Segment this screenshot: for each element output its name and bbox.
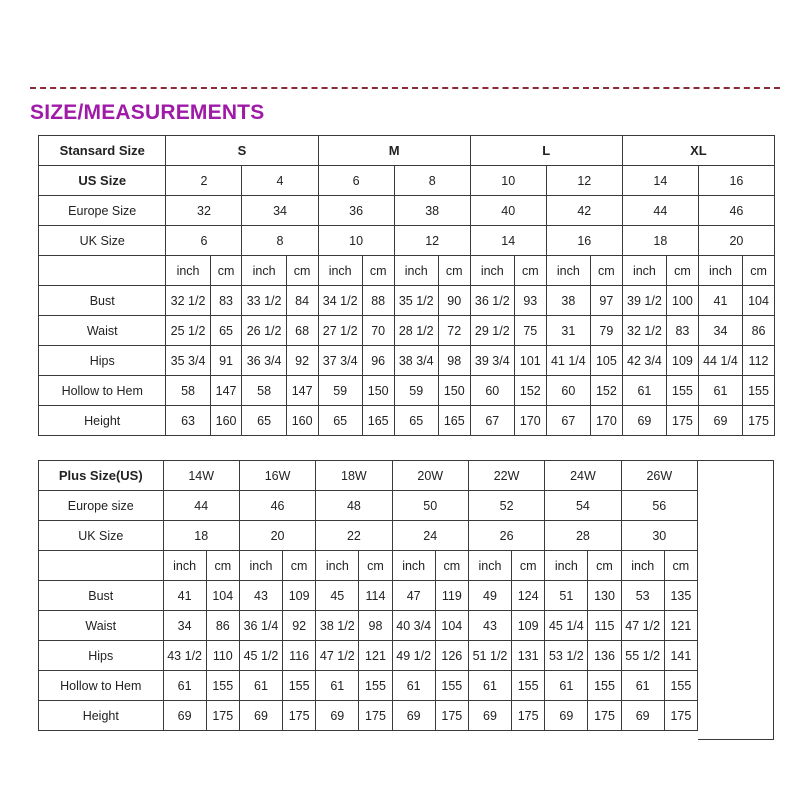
us-size-cell: 16 bbox=[698, 166, 774, 196]
unit-inch: inch bbox=[622, 256, 666, 286]
plus-us-size-cell: 20W bbox=[392, 461, 468, 491]
unit-inch: inch bbox=[163, 551, 206, 581]
measurement-value: 131 bbox=[512, 641, 545, 671]
measurement-value: 175 bbox=[667, 406, 699, 436]
measurement-value: 105 bbox=[590, 346, 622, 376]
measurement-value: 61 bbox=[316, 671, 359, 701]
plus-chart-empty-column bbox=[698, 460, 774, 740]
measurement-value: 70 bbox=[362, 316, 394, 346]
measurement-value: 65 bbox=[210, 316, 242, 346]
plus-measurement-row-height bbox=[39, 701, 698, 731]
measurement-value: 175 bbox=[206, 701, 239, 731]
measurement-label: Height bbox=[39, 406, 166, 436]
measurement-value: 37 3/4 bbox=[318, 346, 362, 376]
uk-size-cell: 18 bbox=[622, 226, 698, 256]
plus-uk-size-cell: 28 bbox=[545, 521, 621, 551]
europe-size-label: Europe Size bbox=[39, 196, 166, 226]
measurement-value: 41 bbox=[698, 286, 742, 316]
measurement-value: 33 1/2 bbox=[242, 286, 286, 316]
measurement-value: 88 bbox=[362, 286, 394, 316]
measurement-value: 65 bbox=[318, 406, 362, 436]
unit-inch: inch bbox=[546, 256, 590, 286]
plus-us-size-cell: 18W bbox=[316, 461, 392, 491]
plus-europe-size-label: Europe size bbox=[39, 491, 164, 521]
measurement-value: 175 bbox=[435, 701, 468, 731]
measurement-value: 170 bbox=[514, 406, 546, 436]
size-group-m: M bbox=[318, 136, 470, 166]
us-size-cell: 4 bbox=[242, 166, 318, 196]
europe-size-cell: 32 bbox=[166, 196, 242, 226]
measurement-value: 124 bbox=[512, 581, 545, 611]
measurement-value: 36 1/4 bbox=[239, 611, 282, 641]
measurement-value: 175 bbox=[359, 701, 392, 731]
measurement-value: 36 3/4 bbox=[242, 346, 286, 376]
measurement-value: 98 bbox=[359, 611, 392, 641]
uk-size-cell: 20 bbox=[698, 226, 774, 256]
unit-inch: inch bbox=[392, 551, 435, 581]
measurement-value: 35 3/4 bbox=[166, 346, 210, 376]
plus-us-size-cell: 16W bbox=[239, 461, 315, 491]
unit-cm: cm bbox=[362, 256, 394, 286]
measurement-value: 61 bbox=[468, 671, 511, 701]
measurement-value: 38 3/4 bbox=[394, 346, 438, 376]
measurement-value: 45 1/4 bbox=[545, 611, 588, 641]
unit-cm: cm bbox=[588, 551, 621, 581]
measurement-label: Hips bbox=[39, 641, 164, 671]
measurement-value: 44 1/4 bbox=[698, 346, 742, 376]
measurement-label: Hips bbox=[39, 346, 166, 376]
measurement-value: 121 bbox=[664, 611, 697, 641]
standard-size-label: Stansard Size bbox=[39, 136, 166, 166]
measurement-value: 58 bbox=[242, 376, 286, 406]
plus-europe-size-cell: 56 bbox=[621, 491, 697, 521]
measurement-value: 92 bbox=[283, 611, 316, 641]
europe-size-cell: 44 bbox=[622, 196, 698, 226]
plus-europe-size-cell: 54 bbox=[545, 491, 621, 521]
unit-cm: cm bbox=[210, 256, 242, 286]
measurement-value: 175 bbox=[664, 701, 697, 731]
uk-size-cell: 8 bbox=[242, 226, 318, 256]
measurement-value: 109 bbox=[667, 346, 699, 376]
measurement-value: 29 1/2 bbox=[470, 316, 514, 346]
plus-europe-size-cell: 46 bbox=[239, 491, 315, 521]
plus-us-size-cell: 26W bbox=[621, 461, 697, 491]
europe-size-cell: 46 bbox=[698, 196, 774, 226]
measurement-value: 104 bbox=[743, 286, 775, 316]
unit-cm: cm bbox=[435, 551, 468, 581]
size-group-s: S bbox=[166, 136, 318, 166]
plus-measurement-row-hollow-to-hem bbox=[39, 671, 698, 701]
measurement-value: 31 bbox=[546, 316, 590, 346]
size-group-row bbox=[39, 136, 775, 166]
measurement-value: 155 bbox=[512, 671, 545, 701]
measurement-row-hollow-to-hem bbox=[39, 376, 775, 406]
measurement-value: 47 1/2 bbox=[316, 641, 359, 671]
size-group-xl: XL bbox=[622, 136, 774, 166]
europe-size-cell: 42 bbox=[546, 196, 622, 226]
plus-uk-size-label: UK Size bbox=[39, 521, 164, 551]
measurement-value: 49 bbox=[468, 581, 511, 611]
plus-uk-size-row bbox=[39, 521, 698, 551]
measurement-value: 69 bbox=[468, 701, 511, 731]
measurement-value: 61 bbox=[392, 671, 435, 701]
plus-size-label: Plus Size(US) bbox=[39, 461, 164, 491]
measurement-value: 39 1/2 bbox=[622, 286, 666, 316]
measurement-value: 63 bbox=[166, 406, 210, 436]
unit-cm: cm bbox=[512, 551, 545, 581]
measurement-value: 160 bbox=[210, 406, 242, 436]
uk-size-label: UK Size bbox=[39, 226, 166, 256]
uk-size-cell: 10 bbox=[318, 226, 394, 256]
measurement-value: 175 bbox=[512, 701, 545, 731]
measurement-value: 155 bbox=[283, 671, 316, 701]
measurement-value: 135 bbox=[664, 581, 697, 611]
uk-size-cell: 16 bbox=[546, 226, 622, 256]
measurement-value: 72 bbox=[438, 316, 470, 346]
measurement-value: 69 bbox=[698, 406, 742, 436]
unit-cm: cm bbox=[590, 256, 622, 286]
measurement-value: 69 bbox=[239, 701, 282, 731]
measurement-value: 150 bbox=[362, 376, 394, 406]
us-size-cell: 10 bbox=[470, 166, 546, 196]
measurement-value: 170 bbox=[590, 406, 622, 436]
measurement-value: 67 bbox=[470, 406, 514, 436]
measurement-value: 69 bbox=[163, 701, 206, 731]
measurement-value: 100 bbox=[667, 286, 699, 316]
plus-measurement-row-waist bbox=[39, 611, 698, 641]
plus-uk-size-cell: 30 bbox=[621, 521, 697, 551]
measurement-value: 155 bbox=[359, 671, 392, 701]
unit-inch: inch bbox=[242, 256, 286, 286]
measurement-value: 130 bbox=[588, 581, 621, 611]
unit-cm: cm bbox=[667, 256, 699, 286]
measurement-value: 58 bbox=[166, 376, 210, 406]
measurement-value: 93 bbox=[514, 286, 546, 316]
measurement-value: 119 bbox=[435, 581, 468, 611]
measurement-value: 47 bbox=[392, 581, 435, 611]
measurement-value: 90 bbox=[438, 286, 470, 316]
plus-europe-size-row bbox=[39, 491, 698, 521]
europe-size-cell: 38 bbox=[394, 196, 470, 226]
measurement-value: 109 bbox=[512, 611, 545, 641]
measurement-value: 136 bbox=[588, 641, 621, 671]
uk-size-cell: 6 bbox=[166, 226, 242, 256]
measurement-value: 165 bbox=[362, 406, 394, 436]
measurement-value: 65 bbox=[394, 406, 438, 436]
dashed-divider bbox=[30, 87, 780, 89]
plus-europe-size-cell: 52 bbox=[468, 491, 544, 521]
measurement-label: Bust bbox=[39, 581, 164, 611]
plus-uk-size-cell: 22 bbox=[316, 521, 392, 551]
measurement-label: Height bbox=[39, 701, 164, 731]
measurement-value: 38 1/2 bbox=[316, 611, 359, 641]
measurement-value: 42 3/4 bbox=[622, 346, 666, 376]
measurement-value: 121 bbox=[359, 641, 392, 671]
measurement-value: 61 bbox=[163, 671, 206, 701]
measurement-value: 61 bbox=[621, 671, 664, 701]
measurement-value: 86 bbox=[743, 316, 775, 346]
europe-size-row bbox=[39, 196, 775, 226]
plus-us-size-cell: 22W bbox=[468, 461, 544, 491]
unit-inch: inch bbox=[166, 256, 210, 286]
us-size-cell: 14 bbox=[622, 166, 698, 196]
measurement-row-waist bbox=[39, 316, 775, 346]
plus-us-size-row bbox=[39, 461, 698, 491]
plus-us-size-cell: 24W bbox=[545, 461, 621, 491]
measurement-value: 65 bbox=[242, 406, 286, 436]
unit-inch: inch bbox=[318, 256, 362, 286]
measurement-value: 34 1/2 bbox=[318, 286, 362, 316]
measurement-row-bust bbox=[39, 286, 775, 316]
measurement-value: 97 bbox=[590, 286, 622, 316]
measurement-value: 32 1/2 bbox=[622, 316, 666, 346]
measurement-value: 126 bbox=[435, 641, 468, 671]
unit-inch: inch bbox=[621, 551, 664, 581]
europe-size-cell: 36 bbox=[318, 196, 394, 226]
measurement-value: 92 bbox=[286, 346, 318, 376]
plus-measurement-row-bust bbox=[39, 581, 698, 611]
measurement-value: 175 bbox=[743, 406, 775, 436]
measurement-value: 60 bbox=[546, 376, 590, 406]
unit-row-blank bbox=[39, 256, 166, 286]
measurement-value: 83 bbox=[210, 286, 242, 316]
unit-inch: inch bbox=[545, 551, 588, 581]
measurement-value: 86 bbox=[206, 611, 239, 641]
measurement-value: 25 1/2 bbox=[166, 316, 210, 346]
plus-us-size-cell: 14W bbox=[163, 461, 239, 491]
measurement-value: 150 bbox=[438, 376, 470, 406]
us-size-label: US Size bbox=[39, 166, 166, 196]
measurement-value: 165 bbox=[438, 406, 470, 436]
unit-inch: inch bbox=[239, 551, 282, 581]
unit-inch: inch bbox=[468, 551, 511, 581]
measurement-value: 155 bbox=[435, 671, 468, 701]
measurement-value: 32 1/2 bbox=[166, 286, 210, 316]
plus-europe-size-cell: 48 bbox=[316, 491, 392, 521]
measurement-value: 34 bbox=[163, 611, 206, 641]
us-size-cell: 2 bbox=[166, 166, 242, 196]
measurement-value: 43 bbox=[468, 611, 511, 641]
measurement-label: Bust bbox=[39, 286, 166, 316]
uk-size-cell: 14 bbox=[470, 226, 546, 256]
measurement-value: 175 bbox=[588, 701, 621, 731]
measurement-label: Waist bbox=[39, 611, 164, 641]
measurement-value: 53 1/2 bbox=[545, 641, 588, 671]
measurement-value: 61 bbox=[698, 376, 742, 406]
measurement-value: 83 bbox=[667, 316, 699, 346]
measurement-value: 26 1/2 bbox=[242, 316, 286, 346]
plus-uk-size-cell: 20 bbox=[239, 521, 315, 551]
plus-europe-size-cell: 44 bbox=[163, 491, 239, 521]
uk-size-row bbox=[39, 226, 775, 256]
plus-unit-row bbox=[39, 551, 698, 581]
measurement-value: 61 bbox=[239, 671, 282, 701]
measurement-value: 55 1/2 bbox=[621, 641, 664, 671]
measurement-value: 152 bbox=[514, 376, 546, 406]
measurement-value: 41 bbox=[163, 581, 206, 611]
unit-cm: cm bbox=[206, 551, 239, 581]
measurement-value: 59 bbox=[394, 376, 438, 406]
measurement-value: 49 1/2 bbox=[392, 641, 435, 671]
measurement-value: 61 bbox=[622, 376, 666, 406]
measurement-value: 41 1/4 bbox=[546, 346, 590, 376]
measurement-value: 104 bbox=[206, 581, 239, 611]
measurement-value: 47 1/2 bbox=[621, 611, 664, 641]
measurement-value: 109 bbox=[283, 581, 316, 611]
measurement-value: 141 bbox=[664, 641, 697, 671]
plus-uk-size-cell: 26 bbox=[468, 521, 544, 551]
measurement-value: 69 bbox=[622, 406, 666, 436]
measurement-value: 152 bbox=[590, 376, 622, 406]
measurement-value: 68 bbox=[286, 316, 318, 346]
measurement-value: 28 1/2 bbox=[394, 316, 438, 346]
measurement-value: 69 bbox=[621, 701, 664, 731]
unit-inch: inch bbox=[470, 256, 514, 286]
measurement-value: 147 bbox=[210, 376, 242, 406]
measurement-row-hips bbox=[39, 346, 775, 376]
measurement-value: 101 bbox=[514, 346, 546, 376]
unit-cm: cm bbox=[743, 256, 775, 286]
plus-size-chart bbox=[38, 460, 698, 731]
measurement-value: 69 bbox=[545, 701, 588, 731]
plus-europe-size-cell: 50 bbox=[392, 491, 468, 521]
measurement-value: 61 bbox=[545, 671, 588, 701]
measurement-value: 110 bbox=[206, 641, 239, 671]
measurement-value: 39 3/4 bbox=[470, 346, 514, 376]
measurement-label: Hollow to Hem bbox=[39, 376, 166, 406]
measurement-value: 69 bbox=[392, 701, 435, 731]
measurement-value: 35 1/2 bbox=[394, 286, 438, 316]
measurement-value: 51 1/2 bbox=[468, 641, 511, 671]
measurement-value: 98 bbox=[438, 346, 470, 376]
uk-size-cell: 12 bbox=[394, 226, 470, 256]
measurement-value: 155 bbox=[664, 671, 697, 701]
europe-size-cell: 34 bbox=[242, 196, 318, 226]
measurement-value: 34 bbox=[698, 316, 742, 346]
measurement-value: 155 bbox=[743, 376, 775, 406]
measurement-value: 155 bbox=[206, 671, 239, 701]
measurement-value: 79 bbox=[590, 316, 622, 346]
unit-row-blank bbox=[39, 551, 164, 581]
measurement-value: 38 bbox=[546, 286, 590, 316]
measurement-value: 27 1/2 bbox=[318, 316, 362, 346]
measurement-value: 84 bbox=[286, 286, 318, 316]
unit-inch: inch bbox=[316, 551, 359, 581]
measurement-value: 114 bbox=[359, 581, 392, 611]
measurement-value: 75 bbox=[514, 316, 546, 346]
measurement-value: 40 3/4 bbox=[392, 611, 435, 641]
unit-cm: cm bbox=[283, 551, 316, 581]
unit-inch: inch bbox=[698, 256, 742, 286]
unit-cm: cm bbox=[438, 256, 470, 286]
measurement-row-height bbox=[39, 406, 775, 436]
measurement-value: 147 bbox=[286, 376, 318, 406]
us-size-cell: 6 bbox=[318, 166, 394, 196]
unit-cm: cm bbox=[359, 551, 392, 581]
measurement-value: 115 bbox=[588, 611, 621, 641]
measurement-value: 43 1/2 bbox=[163, 641, 206, 671]
standard-size-chart bbox=[38, 135, 775, 436]
unit-cm: cm bbox=[664, 551, 697, 581]
measurement-value: 36 1/2 bbox=[470, 286, 514, 316]
measurement-value: 155 bbox=[667, 376, 699, 406]
plus-uk-size-cell: 18 bbox=[163, 521, 239, 551]
measurement-value: 67 bbox=[546, 406, 590, 436]
measurement-value: 175 bbox=[283, 701, 316, 731]
measurement-value: 51 bbox=[545, 581, 588, 611]
page-title: SIZE/MEASUREMENTS bbox=[30, 101, 265, 124]
measurement-value: 59 bbox=[318, 376, 362, 406]
unit-inch: inch bbox=[394, 256, 438, 286]
measurement-value: 116 bbox=[283, 641, 316, 671]
measurement-value: 45 bbox=[316, 581, 359, 611]
plus-uk-size-cell: 24 bbox=[392, 521, 468, 551]
measurement-value: 155 bbox=[588, 671, 621, 701]
measurement-value: 60 bbox=[470, 376, 514, 406]
measurement-value: 112 bbox=[743, 346, 775, 376]
measurement-value: 45 1/2 bbox=[239, 641, 282, 671]
unit-row bbox=[39, 256, 775, 286]
unit-cm: cm bbox=[514, 256, 546, 286]
unit-cm: cm bbox=[286, 256, 318, 286]
measurement-value: 91 bbox=[210, 346, 242, 376]
measurement-label: Waist bbox=[39, 316, 166, 346]
plus-measurement-row-hips bbox=[39, 641, 698, 671]
measurement-value: 104 bbox=[435, 611, 468, 641]
us-size-cell: 8 bbox=[394, 166, 470, 196]
size-group-l: L bbox=[470, 136, 622, 166]
europe-size-cell: 40 bbox=[470, 196, 546, 226]
us-size-cell: 12 bbox=[546, 166, 622, 196]
us-size-row bbox=[39, 166, 775, 196]
measurement-value: 43 bbox=[239, 581, 282, 611]
measurement-value: 160 bbox=[286, 406, 318, 436]
measurement-value: 69 bbox=[316, 701, 359, 731]
measurement-label: Hollow to Hem bbox=[39, 671, 164, 701]
measurement-value: 96 bbox=[362, 346, 394, 376]
measurement-value: 53 bbox=[621, 581, 664, 611]
